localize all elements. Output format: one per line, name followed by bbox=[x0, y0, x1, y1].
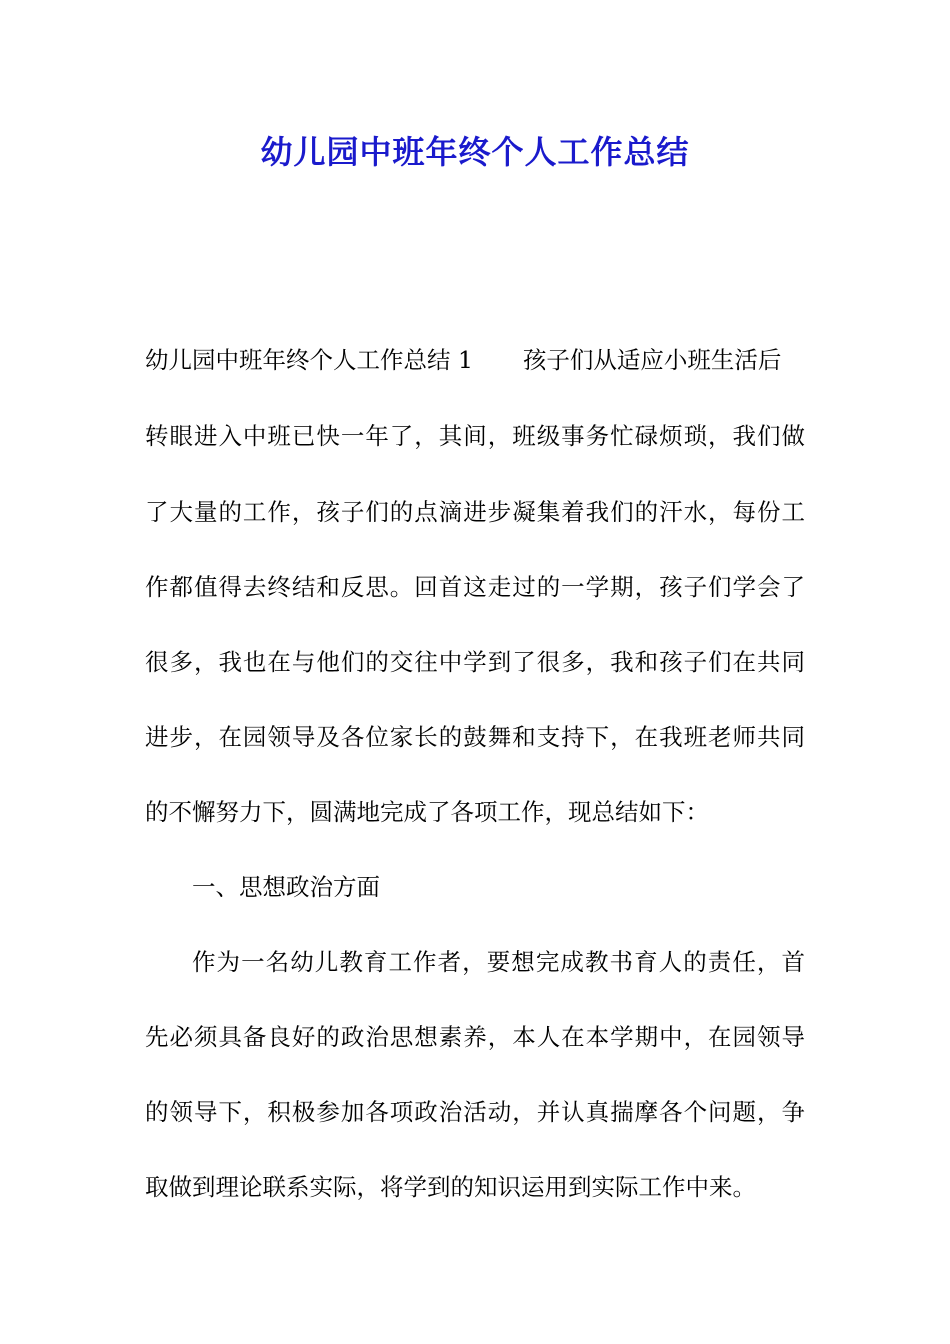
paragraph-line-6: 进步，在园领导及各位家长的鼓舞和支持下，在我班老师共同 bbox=[145, 723, 805, 751]
document-title: 幼儿园中班年终个人工作总结 bbox=[260, 133, 690, 171]
paragraph-heading: 幼儿园中班年终个人工作总结 1 bbox=[145, 346, 473, 374]
paragraph-line-2: 转眼进入中班已快一年了，其间，班级事务忙碌烦琐，我们做 bbox=[145, 422, 805, 450]
section-line-3: 的领导下，积极参加各项政治活动，并认真揣摩各个问题，争 bbox=[145, 1098, 805, 1126]
paragraph-line-3: 了大量的工作，孩子们的点滴进步凝集着我们的汗水，每份工 bbox=[145, 498, 805, 526]
paragraph-line-5: 很多，我也在与他们的交往中学到了很多，我和孩子们在共同 bbox=[145, 648, 805, 676]
section-line-2: 先必须具备良好的政治思想素养，本人在本学期中，在园领导 bbox=[145, 1023, 805, 1051]
paragraph-line-1 bbox=[145, 344, 805, 376]
paragraph-line-4: 作都值得去终结和反思。回首这走过的一学期，孩子们学会了 bbox=[145, 573, 805, 601]
paragraph-text: 孩子们从适应小班生活后 bbox=[522, 346, 782, 374]
section-line-1: 作为一名幼儿教育工作者，要想完成教书育人的责任，首 bbox=[192, 948, 805, 976]
section-line-4: 取做到理论联系实际，将学到的知识运用到实际工作中来。 bbox=[145, 1173, 756, 1201]
section-heading: 一、思想政治方面 bbox=[192, 873, 380, 901]
paragraph-line-7: 的不懈努力下，圆满地完成了各项工作，现总结如下： bbox=[145, 798, 709, 826]
